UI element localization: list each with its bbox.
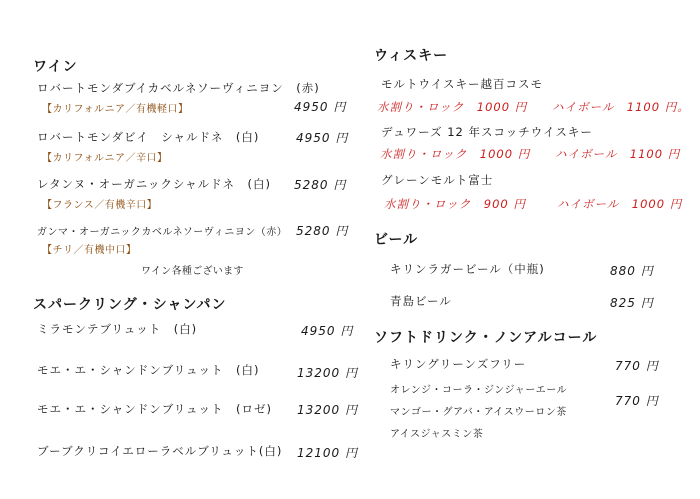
whisky-item-3-highball: ハイボール 1000 円 <box>557 197 683 211</box>
whisky-item-3-rock: 水割り・ロック 900 円 <box>384 197 526 211</box>
sparkling-heading: スパークリング・シャンパン <box>33 297 227 313</box>
soft-free-price: 770 円 <box>615 359 659 373</box>
whisky-item-1-highball: ハイボール 1100 円。 <box>552 100 690 114</box>
soft-heading: ソフトドリンク・ノンアルコール <box>374 330 598 346</box>
wine-item-1-name: ロバートモンダブイカベルネソーヴィニヨン (赤) <box>37 81 320 95</box>
wine-item-1-tag: 【カリフォルニア／有機軽口】 <box>42 104 189 115</box>
wine-item-2-price: 4950 円 <box>296 131 349 145</box>
wine-heading: ワイン <box>33 59 78 75</box>
sparkling-item-2-price: 13200 円 <box>297 366 358 380</box>
wine-note: ワイン各種ございます <box>141 266 244 277</box>
beer-item-2-price: 825 円 <box>610 296 654 310</box>
beer-item-1-name: キリンラガービール（中瓶) <box>390 262 545 276</box>
wine-item-3-price: 5280 円 <box>294 178 347 192</box>
whisky-item-2-highball: ハイボール 1100 円 <box>555 147 681 161</box>
sparkling-item-1-name: ミラモンテブリュット (白) <box>37 322 198 336</box>
wine-item-3-tag: 【フランス／有機辛口】 <box>42 200 158 211</box>
soft-others-price: 770 円 <box>615 394 659 408</box>
soft-free-name: キリングリーンズフリー <box>390 357 527 371</box>
beer-item-1-price: 880 円 <box>610 264 654 278</box>
soft-other-1: オレンジ・コーラ・ジンジャーエール <box>390 385 568 396</box>
sparkling-item-4-name: ブーブクリコイエローラベルブリュット(白) <box>37 444 283 458</box>
whisky-item-1-rock: 水割り・ロック 1000 円 <box>377 100 528 114</box>
whisky-item-2-rock: 水割り・ロック 1000 円 <box>380 147 531 161</box>
beer-heading: ビール <box>374 232 419 248</box>
sparkling-item-1-price: 4950 円 <box>301 324 354 338</box>
wine-item-1-price: 4950 円 <box>294 100 347 114</box>
whisky-item-3-name: グレーンモルト富士 <box>381 173 494 187</box>
wine-item-2-tag: 【カリフォルニア／辛口】 <box>42 153 168 164</box>
beer-item-2-name: 青島ビール <box>390 294 452 308</box>
sparkling-item-2-name: モエ・エ・シャンドンブリュット (白) <box>37 363 260 377</box>
wine-item-4-name: ガンマ・オーガニックカベルネソーヴィニヨン（赤） <box>37 227 288 238</box>
wine-item-4-price: 5280 円 <box>296 224 349 238</box>
soft-other-2: マンゴー・グアバ・アイスウーロン茶 <box>390 407 567 418</box>
sparkling-item-3-name: モエ・エ・シャンドンブリュット (ロゼ) <box>37 402 272 416</box>
wine-item-4-tag: 【チリ／有機中口】 <box>42 245 137 256</box>
whisky-heading: ウィスキー <box>374 48 449 64</box>
wine-item-2-name: ロバートモンダビイ シャルドネ (白) <box>37 130 260 144</box>
soft-other-3: アイスジャスミン茶 <box>390 429 484 440</box>
whisky-item-2-name: デュワーズ 12 年スコッチウイスキー <box>381 125 593 139</box>
whisky-item-1-name: モルトウイスキー越百コスモ <box>381 77 544 91</box>
wine-item-3-name: レタンヌ・オーガニックシャルドネ (白) <box>37 177 272 191</box>
sparkling-item-3-price: 13200 円 <box>297 403 358 417</box>
sparkling-item-4-price: 12100 円 <box>297 446 358 460</box>
